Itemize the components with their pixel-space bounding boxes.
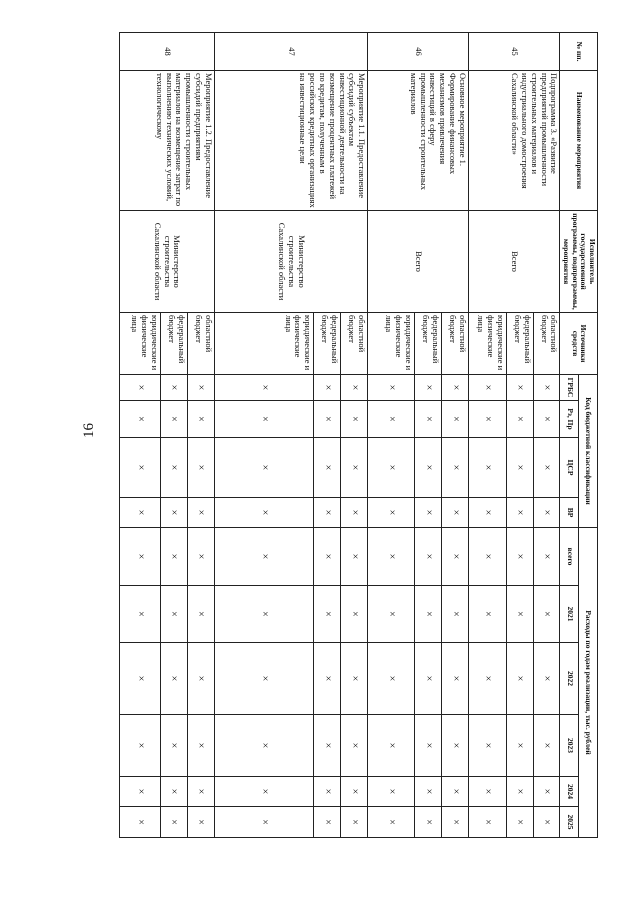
value-cell: × — [160, 438, 187, 498]
value-cell: × — [314, 643, 341, 715]
value-cell: × — [160, 777, 187, 807]
funding-source: федеральный бюджет — [314, 313, 341, 375]
value-cell: × — [314, 438, 341, 498]
value-cell: × — [533, 375, 560, 401]
value-cell: × — [368, 643, 415, 715]
value-cell: × — [441, 498, 468, 528]
value-cell: × — [341, 807, 368, 838]
value-cell: × — [533, 528, 560, 586]
funding-source: федеральный бюджет — [160, 313, 187, 375]
value-cell: × — [160, 715, 187, 777]
activity-name: Мероприятие 1.2. Предоставление субсидий предприятиям промышленности строительных материалов на возмещение затрат по выполнению технических условий, технологическому — [119, 71, 214, 211]
value-cell: × — [119, 777, 160, 807]
value-cell: × — [414, 375, 441, 401]
value-cell: × — [314, 401, 341, 438]
value-cell: × — [468, 807, 506, 838]
value-cell: × — [441, 777, 468, 807]
value-cell: × — [441, 438, 468, 498]
value-cell: × — [187, 438, 214, 498]
value-cell: × — [214, 438, 314, 498]
value-cell: × — [314, 586, 341, 643]
value-cell: × — [468, 498, 506, 528]
value-cell: × — [314, 375, 341, 401]
table-row — [441, 33, 468, 838]
value-cell: × — [314, 528, 341, 586]
activity-name: Мероприятие 1.1. Предоставление субсидий субъектам инвестиционной деятельности на возмещение процентных платежей по кредитам, полученным в российских кредитных организациях на инвестиционные цели — [214, 71, 367, 211]
value-cell: × — [160, 528, 187, 586]
value-cell: × — [119, 528, 160, 586]
value-cell: × — [314, 807, 341, 838]
value-cell: × — [314, 498, 341, 528]
value-cell: × — [160, 586, 187, 643]
value-cell: × — [214, 643, 314, 715]
value-cell: × — [187, 528, 214, 586]
value-cell: × — [533, 643, 560, 715]
value-cell: × — [314, 777, 341, 807]
header-year: 2024 — [560, 777, 579, 807]
value-cell: × — [441, 643, 468, 715]
value-cell: × — [341, 777, 368, 807]
header-year: 2021 — [560, 586, 579, 643]
value-cell: × — [214, 807, 314, 838]
executor: Министерство строительства Сахалинской области — [214, 211, 367, 313]
value-cell: × — [468, 528, 506, 586]
value-cell: × — [368, 528, 415, 586]
value-cell: × — [341, 715, 368, 777]
row-number: 47 — [214, 33, 367, 71]
header-year: 2022 — [560, 643, 579, 715]
executor: Министерство строительства Сахалинской области — [119, 211, 214, 313]
value-cell: × — [341, 438, 368, 498]
value-cell: × — [160, 401, 187, 438]
value-cell: × — [506, 498, 533, 528]
header-year: 2023 — [560, 715, 579, 777]
value-cell: × — [506, 438, 533, 498]
value-cell: × — [414, 777, 441, 807]
value-cell: × — [368, 715, 415, 777]
value-cell: × — [506, 807, 533, 838]
value-cell: × — [119, 643, 160, 715]
value-cell: × — [368, 401, 415, 438]
value-cell: × — [187, 375, 214, 401]
value-cell: × — [187, 643, 214, 715]
value-cell: × — [468, 375, 506, 401]
value-cell: × — [187, 715, 214, 777]
row-number: 46 — [368, 33, 469, 71]
funding-source: юридические и физические лица — [468, 313, 506, 375]
value-cell: × — [468, 777, 506, 807]
header-grbs: ГРБС — [560, 375, 579, 401]
value-cell: × — [214, 715, 314, 777]
value-cell: × — [533, 438, 560, 498]
table-row — [533, 33, 560, 838]
value-cell: × — [119, 715, 160, 777]
value-cell: × — [341, 586, 368, 643]
funding-source: федеральный бюджет — [506, 313, 533, 375]
value-cell: × — [119, 586, 160, 643]
header-csr: ЦСР — [560, 438, 579, 498]
header-expenses: Расходы по годам реализации, тыс. рублей — [579, 528, 598, 838]
funding-source: юридические и физические лица — [214, 313, 314, 375]
funding-source: областной бюджет — [341, 313, 368, 375]
value-cell: × — [506, 586, 533, 643]
value-cell: × — [414, 715, 441, 777]
table-body — [119, 33, 560, 838]
value-cell: × — [314, 715, 341, 777]
activity-name: Основное мероприятие 1. Формирование финансовых механизмов привлечения инвестиций в сферу промышленности строительных материалов — [368, 71, 469, 211]
value-cell: × — [214, 777, 314, 807]
value-cell: × — [160, 807, 187, 838]
value-cell: × — [441, 586, 468, 643]
value-cell: × — [368, 777, 415, 807]
value-cell: × — [214, 528, 314, 586]
value-cell: × — [160, 498, 187, 528]
value-cell: × — [506, 643, 533, 715]
value-cell: × — [341, 643, 368, 715]
value-cell: × — [119, 438, 160, 498]
value-cell: × — [441, 528, 468, 586]
funding-source: юридические и физические лица — [368, 313, 415, 375]
value-cell: × — [414, 807, 441, 838]
value-cell: × — [368, 438, 415, 498]
row-number: 48 — [119, 33, 214, 71]
expenses-table — [119, 32, 598, 838]
value-cell: × — [441, 715, 468, 777]
value-cell: × — [506, 777, 533, 807]
value-cell: × — [414, 643, 441, 715]
header-name: Наименование мероприятия — [560, 71, 598, 211]
value-cell: × — [214, 375, 314, 401]
value-cell: × — [506, 528, 533, 586]
table-row — [187, 33, 214, 838]
value-cell: × — [533, 715, 560, 777]
funding-source: областной бюджет — [441, 313, 468, 375]
header-budget-code: Код бюджетной классификации — [579, 375, 598, 528]
funding-source: федеральный бюджет — [414, 313, 441, 375]
value-cell: × — [533, 586, 560, 643]
header-total: всего — [560, 528, 579, 586]
value-cell: × — [414, 401, 441, 438]
value-cell: × — [187, 498, 214, 528]
funding-source: юридические и физические лица — [119, 313, 160, 375]
header-rz: Рз, Пр — [560, 401, 579, 438]
value-cell: × — [414, 528, 441, 586]
table-row — [341, 33, 368, 838]
value-cell: × — [506, 715, 533, 777]
value-cell: × — [187, 807, 214, 838]
value-cell: × — [533, 807, 560, 838]
value-cell: × — [441, 375, 468, 401]
header-vr: ВР — [560, 498, 579, 528]
value-cell: × — [214, 498, 314, 528]
funding-source: областной бюджет — [187, 313, 214, 375]
value-cell: × — [119, 375, 160, 401]
value-cell: × — [187, 586, 214, 643]
value-cell: × — [533, 777, 560, 807]
value-cell: × — [468, 643, 506, 715]
value-cell: × — [468, 715, 506, 777]
value-cell: × — [341, 375, 368, 401]
value-cell: × — [214, 586, 314, 643]
value-cell: × — [119, 807, 160, 838]
value-cell: × — [368, 586, 415, 643]
value-cell: × — [414, 586, 441, 643]
value-cell: × — [468, 586, 506, 643]
value-cell: × — [533, 401, 560, 438]
value-cell: × — [468, 438, 506, 498]
value-cell: × — [187, 401, 214, 438]
funding-source: областной бюджет — [533, 313, 560, 375]
value-cell: × — [214, 401, 314, 438]
header-source: Источники средств — [560, 313, 598, 375]
value-cell: × — [187, 777, 214, 807]
value-cell: × — [119, 401, 160, 438]
value-cell: × — [506, 401, 533, 438]
header-executor: Исполнитель государственной программы, подпрограммы, мероприятия — [560, 211, 598, 313]
row-number: 45 — [468, 33, 560, 71]
value-cell: × — [368, 375, 415, 401]
value-cell: × — [160, 643, 187, 715]
value-cell: × — [341, 401, 368, 438]
header-num: № пп. — [560, 33, 598, 71]
page-number: 16 — [81, 423, 97, 438]
executor: Всего — [368, 211, 469, 313]
header-year: 2025 — [560, 807, 579, 838]
value-cell: × — [533, 498, 560, 528]
rotated-table-frame — [130, 32, 598, 837]
value-cell: × — [414, 438, 441, 498]
value-cell: × — [160, 375, 187, 401]
value-cell: × — [368, 498, 415, 528]
value-cell: × — [414, 498, 441, 528]
value-cell: × — [468, 401, 506, 438]
executor: Всего — [468, 211, 560, 313]
value-cell: × — [441, 401, 468, 438]
activity-name: Подпрограмма 3. «Развитие предприятий промышленности строительных материалов и индустриального домостроения Сахалинской области» — [468, 71, 560, 211]
value-cell: × — [506, 375, 533, 401]
value-cell: × — [341, 528, 368, 586]
value-cell: × — [341, 498, 368, 528]
value-cell: × — [119, 498, 160, 528]
value-cell: × — [368, 807, 415, 838]
value-cell: × — [441, 807, 468, 838]
